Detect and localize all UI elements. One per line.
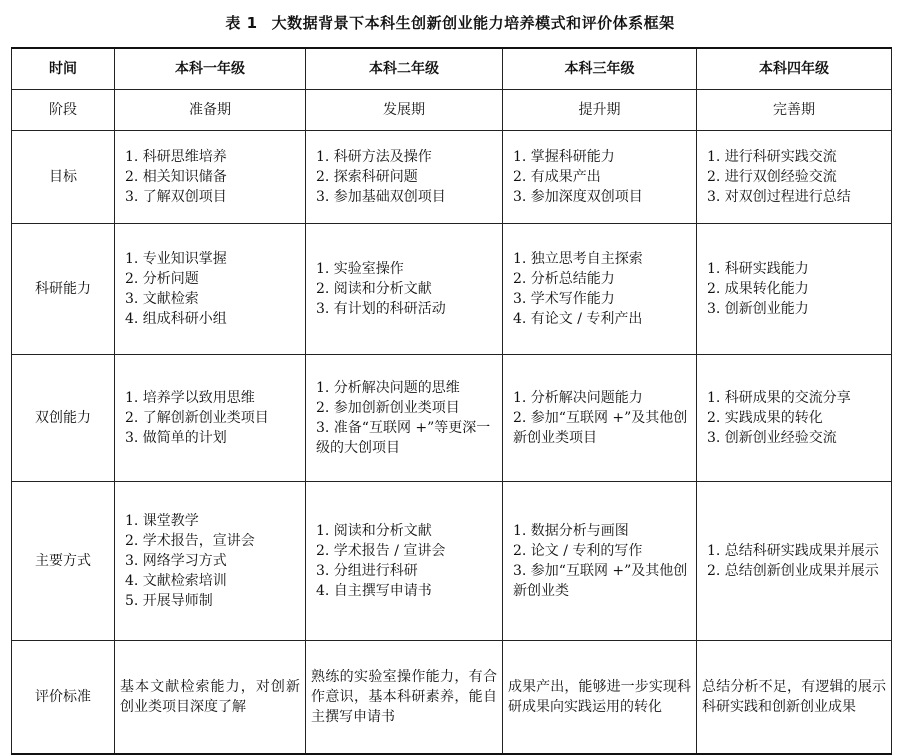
list-item: 2. 相关知识储备 xyxy=(125,169,227,185)
list-item: 2. 分析总结能力 xyxy=(513,271,615,287)
caption-title: 大数据背景下本科生创新创业能力培养模式和评价体系框架 xyxy=(271,14,675,32)
goal-cell xyxy=(697,131,892,224)
innovation-cell xyxy=(306,355,503,482)
innovation-cell xyxy=(697,355,892,482)
list-item: 4. 有论文 / 专利产出 xyxy=(513,311,643,327)
list-item: 2. 学术报告 / 宣讲会 xyxy=(316,543,446,559)
header-row xyxy=(12,48,892,90)
list-item: 2. 总结创新创业成果并展示 xyxy=(707,563,879,579)
innovation-row xyxy=(12,355,892,482)
list-item: 1. 实验室操作 xyxy=(316,261,404,277)
stage-cell: 提升期 xyxy=(503,90,697,131)
list-item: 2. 有成果产出 xyxy=(513,169,601,185)
innovation-cell xyxy=(115,355,306,482)
goal-cell xyxy=(306,131,503,224)
list-item: 1. 专业知识掌握 xyxy=(125,251,227,267)
evaluation-row xyxy=(12,641,892,755)
list-item: 1. 总结科研实践成果并展示 xyxy=(707,543,879,559)
list-item: 1. 科研思维培养 xyxy=(125,149,227,165)
framework-table xyxy=(11,47,892,755)
list-item: 3. 参加深度双创项目 xyxy=(513,189,643,205)
list-item: 2. 了解创新创业类项目 xyxy=(125,410,269,426)
header-year-4: 本科四年级 xyxy=(697,48,892,90)
goal-cell xyxy=(503,131,697,224)
header-year-1: 本科一年级 xyxy=(115,48,306,90)
list-item: 5. 开展导师制 xyxy=(125,593,213,609)
list-item: 2. 论文 / 专利的写作 xyxy=(513,543,643,559)
list-item: 3. 准备“互联网 +”等更深一级的大创项目 xyxy=(316,420,491,456)
evaluation-cell: 熟练的实验室操作能力，有合作意识，基本科研素养，能自主撰写申请书 xyxy=(306,641,503,755)
list-item: 2. 阅读和分析文献 xyxy=(316,281,432,297)
research-cell xyxy=(503,224,697,355)
evaluation-cell: 总结分析不足，有逻辑的展示科研实践和创新创业成果 xyxy=(697,641,892,755)
innovation-cell xyxy=(503,355,697,482)
evaluation-cell: 成果产出，能够进一步实现科研成果向实践运用的转化 xyxy=(503,641,697,755)
evaluation-cell: 基本文献检索能力，对创新创业类项目深度了解 xyxy=(115,641,306,755)
list-item: 1. 科研方法及操作 xyxy=(316,149,432,165)
list-item: 2. 参加“互联网 +”及其他创新创业类项目 xyxy=(513,410,688,446)
list-item: 1. 分析解决问题的思维 xyxy=(316,380,460,396)
list-item: 3. 有计划的科研活动 xyxy=(316,301,446,317)
list-item: 4. 自主撰写申请书 xyxy=(316,583,432,599)
list-item: 3. 网络学习方式 xyxy=(125,553,227,569)
list-item: 1. 独立思考自主探索 xyxy=(513,251,643,267)
research-label: 科研能力 xyxy=(12,224,115,355)
list-item: 1. 分析解决问题能力 xyxy=(513,390,643,406)
list-item: 1. 进行科研实践交流 xyxy=(707,149,837,165)
list-item: 2. 参加创新创业类项目 xyxy=(316,400,460,416)
stage-row xyxy=(12,90,892,131)
research-cell xyxy=(697,224,892,355)
list-item: 3. 学术写作能力 xyxy=(513,291,615,307)
list-item: 3. 参加基础双创项目 xyxy=(316,189,446,205)
list-item: 1. 培养学以致用思维 xyxy=(125,390,255,406)
header-time: 时间 xyxy=(12,48,115,90)
goal-row xyxy=(12,131,892,224)
research-row xyxy=(12,224,892,355)
list-item: 3. 分组进行科研 xyxy=(316,563,418,579)
stage-cell: 完善期 xyxy=(697,90,892,131)
research-cell xyxy=(115,224,306,355)
list-item: 3. 对双创过程进行总结 xyxy=(707,189,851,205)
mode-cell xyxy=(697,482,892,641)
list-item: 3. 参加“互联网 +”及其他创新创业类 xyxy=(513,563,688,599)
list-item: 3. 创新创业经验交流 xyxy=(707,430,837,446)
list-item: 3. 文献检索 xyxy=(125,291,199,307)
list-item: 1. 阅读和分析文献 xyxy=(316,523,432,539)
list-item: 3. 做简单的计划 xyxy=(125,430,227,446)
list-item: 1. 科研实践能力 xyxy=(707,261,809,277)
research-cell xyxy=(306,224,503,355)
list-item: 1. 掌握科研能力 xyxy=(513,149,615,165)
list-item: 4. 文献检索培训 xyxy=(125,573,227,589)
list-item: 4. 组成科研小组 xyxy=(125,311,227,327)
list-item: 1. 科研成果的交流分享 xyxy=(707,390,851,406)
mode-row xyxy=(12,482,892,641)
list-item: 2. 学术报告，宣讲会 xyxy=(125,533,255,549)
stage-cell: 发展期 xyxy=(306,90,503,131)
stage-cell: 准备期 xyxy=(115,90,306,131)
list-item: 3. 了解双创项目 xyxy=(125,189,227,205)
header-year-3: 本科三年级 xyxy=(503,48,697,90)
goal-cell xyxy=(115,131,306,224)
list-item: 3. 创新创业能力 xyxy=(707,301,809,317)
list-item: 1. 数据分析与画图 xyxy=(513,523,629,539)
mode-cell xyxy=(306,482,503,641)
header-year-2: 本科二年级 xyxy=(306,48,503,90)
list-item: 2. 成果转化能力 xyxy=(707,281,809,297)
list-item: 1. 课堂教学 xyxy=(125,513,199,529)
list-item: 2. 探索科研问题 xyxy=(316,169,418,185)
list-item: 2. 分析问题 xyxy=(125,271,199,287)
mode-cell xyxy=(115,482,306,641)
evaluation-label: 评价标准 xyxy=(12,641,115,755)
mode-cell xyxy=(503,482,697,641)
caption-number: 表 1 xyxy=(225,14,258,32)
list-item: 2. 进行双创经验交流 xyxy=(707,169,837,185)
goal-label: 目标 xyxy=(12,131,115,224)
table-caption xyxy=(0,12,900,33)
mode-label: 主要方式 xyxy=(12,482,115,641)
list-item: 2. 实践成果的转化 xyxy=(707,410,823,426)
stage-label: 阶段 xyxy=(12,90,115,131)
innovation-label: 双创能力 xyxy=(12,355,115,482)
